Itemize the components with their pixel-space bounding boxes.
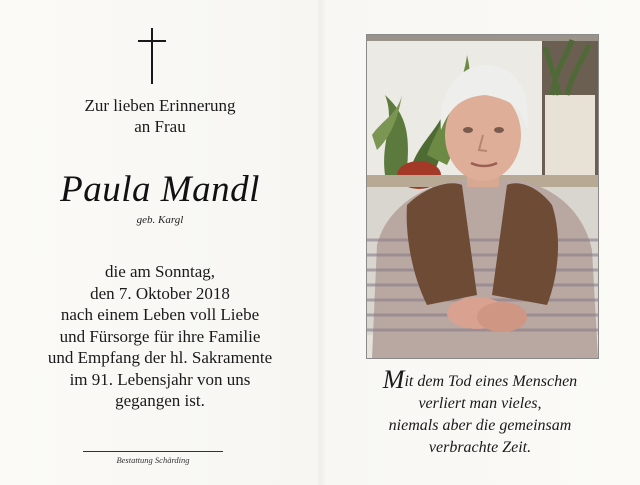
bio-line: gegangen ist.: [115, 391, 205, 410]
deceased-name: Paula Mandl: [60, 169, 260, 210]
bio-line: den 7. Oktober 2018: [90, 283, 230, 303]
quote-line-4: verbrachte Zeit.: [428, 439, 532, 456]
bio-line: und Fürsorge für ihre Familie: [59, 326, 261, 346]
quote-line-1-text: it dem Tod eines Menschen: [404, 373, 578, 390]
memorial-quote: [340, 365, 620, 459]
birth-name: geb. Kargl: [136, 214, 184, 226]
intro-line-1: Zur lieben Erinnerung: [84, 96, 236, 115]
intro-line-2: an Frau: [134, 117, 186, 136]
bio-line: im 91. Lebensjahr von uns: [69, 369, 251, 389]
quote-initial: M: [382, 365, 405, 394]
bio-line: und Empfang der hl. Sakramente: [47, 348, 273, 367]
quote-line-1: [340, 365, 620, 394]
cross-icon: [138, 28, 166, 84]
biography-text: [20, 261, 300, 412]
quote-line-2: verliert man vieles,: [418, 395, 542, 412]
bio-line: die am Sonntag,: [104, 262, 215, 281]
quote-line-3: niemals aber die gemeinsam: [388, 417, 572, 434]
undertaker-name: Bestattung Schärding: [116, 455, 190, 465]
bio-line: nach einem Leben voll Liebe: [60, 305, 260, 324]
portrait-photo: [366, 34, 599, 359]
signature-rule: [83, 451, 223, 452]
